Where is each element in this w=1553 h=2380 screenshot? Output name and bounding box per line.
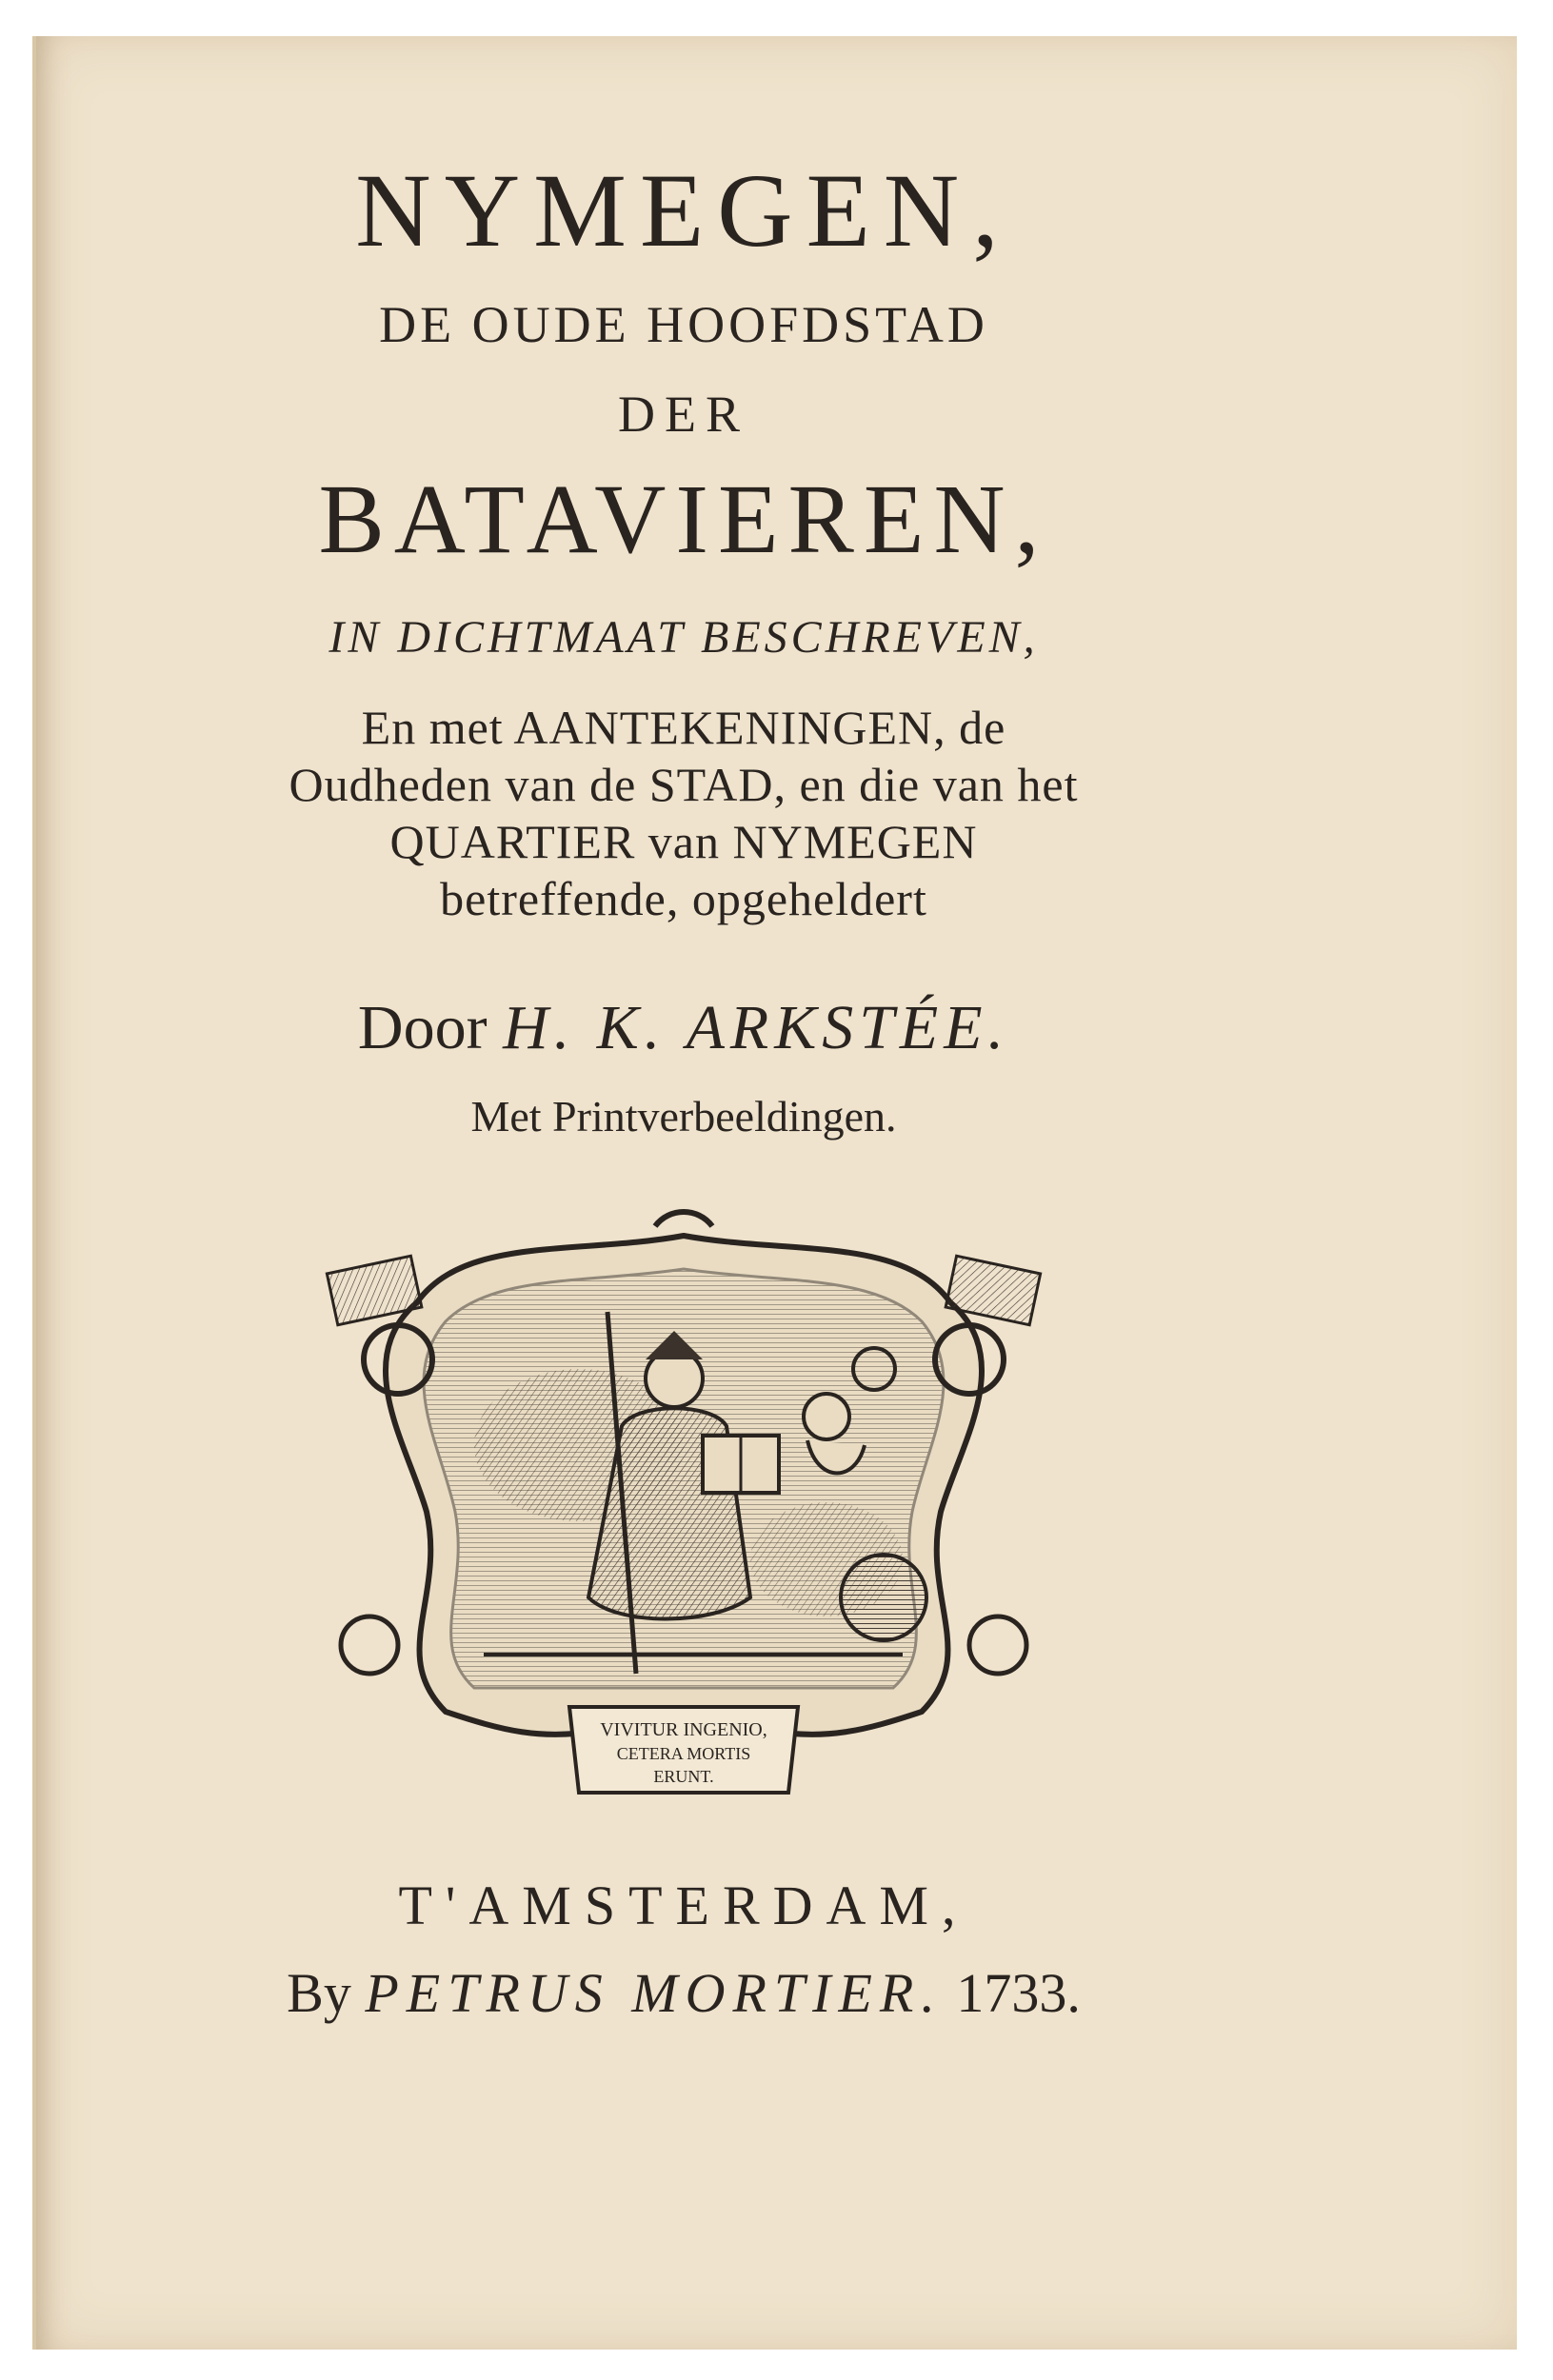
author-name: H. K. ARKSTÉE. — [503, 993, 1010, 1062]
author-line — [189, 992, 1179, 1064]
title-nymegen: NYMEGEN, — [355, 152, 1012, 268]
imprint-prefix: By — [287, 1962, 351, 2024]
imprint-line — [189, 1961, 1179, 2025]
motto-line: VIVITUR INGENIO, — [600, 1719, 767, 1740]
description-line: Oudheden van de STAD, en die van het — [289, 758, 1079, 811]
motto-line: CETERA MORTIS — [616, 1744, 751, 1763]
description — [189, 699, 1179, 927]
title-batavieren: BATAVIEREN, — [318, 465, 1049, 574]
book-page — [32, 36, 1517, 2350]
description-line: QUARTIER van NYMEGEN — [389, 815, 978, 868]
imprint-printer: PETRUS MORTIER. — [365, 1962, 943, 2024]
engraved-vignette — [293, 1198, 1074, 1807]
description-line: En met AANTEKENINGEN, de — [361, 701, 1006, 754]
author-prefix: Door — [357, 993, 488, 1062]
motto-line: ERUNT. — [653, 1767, 714, 1786]
title-der: DER — [618, 386, 749, 443]
description-line: betreffende, opgeheldert — [440, 872, 927, 925]
title-de-oude-hoofdstad: DE OUDE HOOFDSTAD — [379, 296, 988, 353]
illustrations-note: Met Printverbeeldingen. — [470, 1092, 897, 1140]
subtitle-dichtmaat: IN DICHTMAAT BESCHREVEN, — [329, 612, 1039, 663]
imprint-place: T'AMSTERDAM, — [398, 1874, 969, 1936]
imprint-year: 1733. — [956, 1962, 1081, 2024]
